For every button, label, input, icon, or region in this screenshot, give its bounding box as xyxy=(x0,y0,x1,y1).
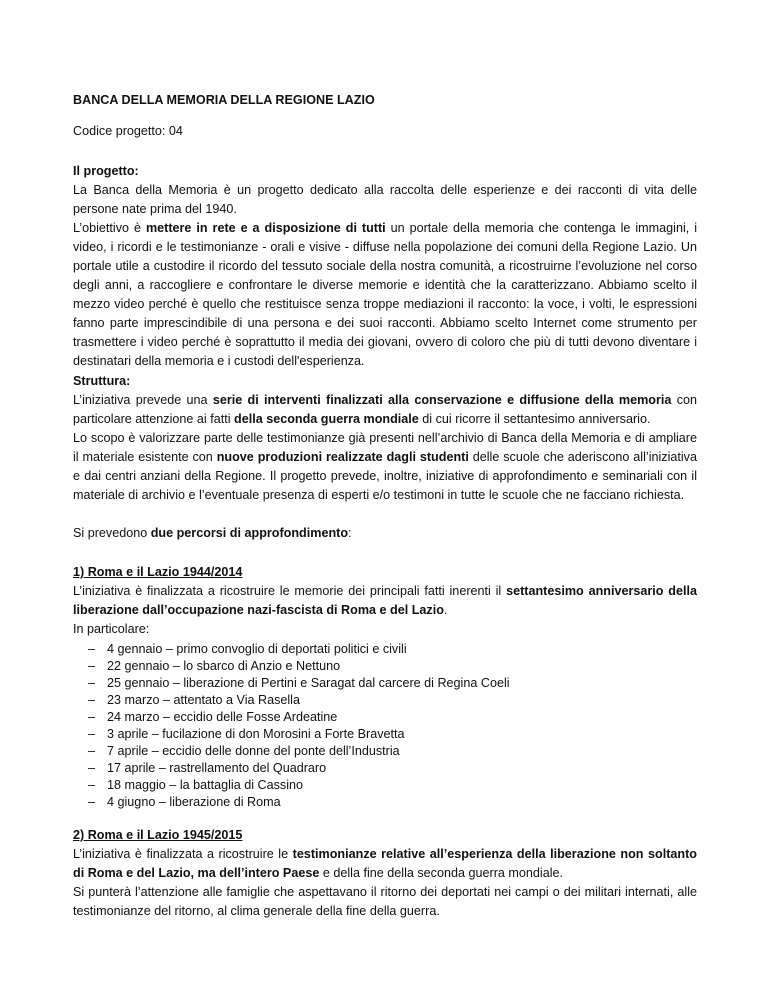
event-text: 4 giugno – liberazione di Roma xyxy=(107,795,281,809)
structure-paragraph-2: Lo scopo è valorizzare parte delle testimonianze già presenti nell’archivio di Banca della Memoria e di ampliare il materiale esistente con nuove produzioni realizzate dagli studenti delle scuole che aderiscono all’iniziativa e dai centri anziani della Regione. Il progetto prevede, inoltre, iniziative di approfondimento e seminariali con il materiale di archivio e l’eventuale presenza di esperti e/o testimoni in tutte le scuole che ne facciano richiesta. xyxy=(73,431,697,502)
event-text: 18 maggio – la battaglia di Cassino xyxy=(107,778,304,792)
events-list xyxy=(73,641,697,811)
event-list-item xyxy=(73,658,697,675)
event-list-item xyxy=(73,675,697,692)
event-text: 7 aprile – eccidio delle donne del ponte dell’Industria xyxy=(107,744,400,758)
event-list-item xyxy=(73,743,697,760)
dash-bullet: – xyxy=(88,744,96,758)
path1-lead: In particolare: xyxy=(73,622,150,636)
event-text: 22 gennaio – lo sbarco di Anzio e Nettuno xyxy=(107,659,341,673)
dash-bullet: – xyxy=(88,676,96,690)
dash-bullet: – xyxy=(88,778,96,792)
project-paragraph-1: La Banca della Memoria è un progetto dedicato alla raccolta delle esperienze e dei racconti di vita delle persone nate prima del 1940. xyxy=(73,183,697,216)
document-title: BANCA DELLA MEMORIA DELLA REGIONE LAZIO xyxy=(73,93,375,107)
event-list-item xyxy=(73,709,697,726)
event-text: 24 marzo – eccidio delle Fosse Ardeatine xyxy=(107,710,338,724)
section-heading-project: Il progetto: xyxy=(73,164,139,178)
structure-paragraph-1: L’iniziativa prevede una serie di interventi finalizzati alla conservazione e diffusione della memoria con particolare attenzione ai fatti della seconda guerra mondiale di cui ricorre il settantesimo anniversario. xyxy=(73,393,697,426)
event-list-item xyxy=(73,641,697,658)
event-list-item xyxy=(73,726,697,743)
event-list-item xyxy=(73,692,697,709)
dash-bullet: – xyxy=(88,659,96,673)
dash-bullet: – xyxy=(88,795,96,809)
event-list-item xyxy=(73,794,697,811)
dash-bullet: – xyxy=(88,727,96,741)
dash-bullet: – xyxy=(88,710,96,724)
paths-intro: Si prevedono due percorsi di approfondimento: xyxy=(73,526,352,540)
dash-bullet: – xyxy=(88,642,96,656)
event-text: 3 aprile – fucilazione di don Morosini a Forte Bravetta xyxy=(107,727,405,741)
event-list-item xyxy=(73,760,697,777)
dash-bullet: – xyxy=(88,761,96,775)
path2-paragraph: L’iniziativa è finalizzata a ricostruire le testimonianze relative all’esperienza della liberazione non soltanto di Roma e del Lazio, ma dell’intero Paese e della fine della seconda guerra mondiale. xyxy=(73,847,697,880)
dash-bullet: – xyxy=(88,693,96,707)
event-text: 4 gennaio – primo convoglio di deportati politici e civili xyxy=(107,642,407,656)
path1-paragraph: L’iniziativa è finalizzata a ricostruire le memorie dei principali fatti inerenti il settantesimo anniversario della liberazione dall’occupazione nazi-fascista di Roma e del Lazio. xyxy=(73,584,697,617)
project-paragraph-2: L’obiettivo è mettere in rete e a disposizione di tutti un portale della memoria che contenga le immagini, i video, i ricordi e le testimonianze - orali e visive - diffuse nella popolazione dei comuni della Regione Lazio. Un portale utile a custodire il ricordo del tessuto sociale della nostra comunità, a ricostruirne l’evoluzione nel corso degli anni, a raccogliere e confrontare le diverse memorie e identità che la caratterizzano. Abbiamo scelto il mezzo video perché è quello che restituisce senza troppe mediazioni il racconto: la voce, i volti, le espressioni fanno parte imprescindibile di una persona e dei suoi racconti. Abbiamo scelto Internet come strumento per trasmettere i video perché è soprattutto il media dei giovani, ovvero di coloro che più di tutti devono diventare i destinatari della memoria e i custodi dell'esperienza. xyxy=(73,221,697,368)
event-list-item xyxy=(73,777,697,794)
path2-paragraph-2: Si punterà l’attenzione alle famiglie che aspettavano il ritorno dei deportati nei campi o dei militari internati, alle testimonianze del ritorno, al clima generale della fine della guerra. xyxy=(73,885,697,918)
section-heading-structure: Struttura: xyxy=(73,374,131,388)
event-text: 23 marzo – attentato a Via Rasella xyxy=(107,693,300,707)
path2-heading: 2) Roma e il Lazio 1945/2015 xyxy=(73,828,243,842)
event-text: 25 gennaio – liberazione di Pertini e Saragat dal carcere di Regina Coeli xyxy=(107,676,510,690)
path1-heading: 1) Roma e il Lazio 1944/2014 xyxy=(73,565,243,579)
project-code: Codice progetto: 04 xyxy=(73,124,183,138)
event-text: 17 aprile – rastrellamento del Quadraro xyxy=(107,761,327,775)
